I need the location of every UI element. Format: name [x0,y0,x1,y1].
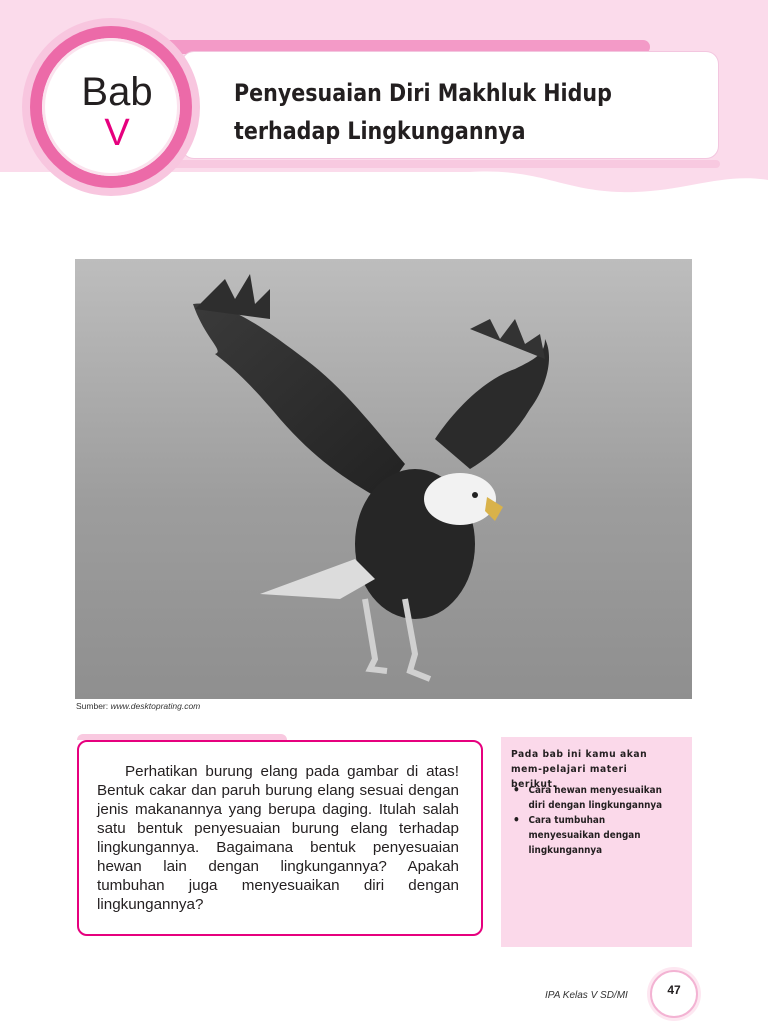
page-number: 47 [667,983,681,997]
learning-objectives-intro: Pada bab ini kamu akan mem-pelajari materi berikut. [511,749,648,790]
text-box-tab [77,734,287,740]
intro-paragraph [97,762,459,914]
bab-label: Bab [81,70,153,114]
chapter-title-line1: Penyesuaian Diri Makhluk Hidup [234,79,612,107]
list-item: • Cara hewan menyesuaikan diri dengan lingkungannya [511,783,667,813]
chapter-title [234,74,612,150]
list-item: • Cara tumbuhan menyesuaikan dengan lingkungannya [511,813,667,858]
source-label: Sumber: [76,701,109,711]
source-url: www.desktoprating.com [110,701,201,711]
eagle-photo [75,259,692,699]
learning-objectives-list [511,783,681,858]
chapter-number: V [104,112,130,154]
intro-paragraph-text: Perhatikan burung elang pada gambar di atas! Bentuk cakar dan paruh burung elang sesuai dengan jenis makanannya yang berupa daging. Itulah salah satu bentuk penyesuaian burung elang terhadap lingkungannya. Bagaimana bentuk penyesuaian hewan lain dengan lingkungannya? Apakah tumbuhan juga menyesuaikan diri dengan lingkungannya? [97,763,459,913]
photo-source [76,701,200,711]
chapter-title-line2: terhadap Lingkungannya [234,117,526,145]
book-title: IPA Kelas V SD/MI [545,990,628,1001]
eagle-illustration [75,259,692,699]
